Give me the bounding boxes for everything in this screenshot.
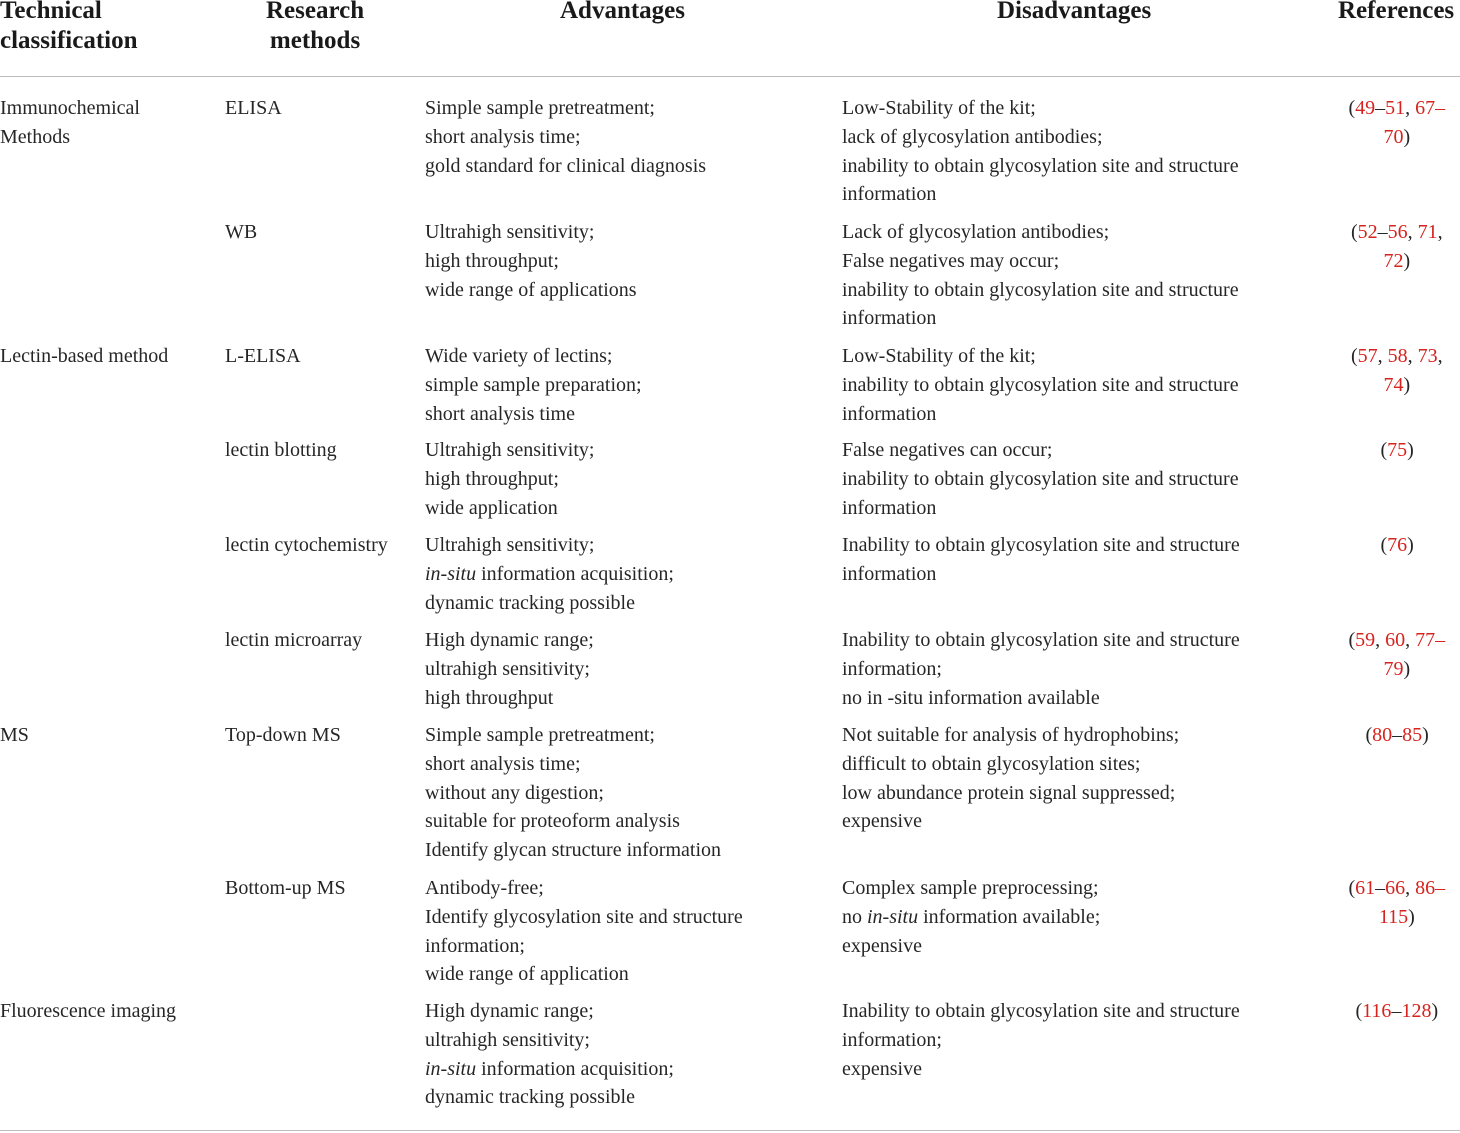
- research-method-cell: [225, 342, 301, 371]
- reference-punctuation: ,: [1405, 877, 1416, 899]
- advantages-line: information;: [425, 934, 525, 957]
- disadvantages-cell: [842, 94, 1239, 209]
- reference-link[interactable]: 61: [1355, 877, 1376, 899]
- method-line: lectin microarray: [225, 629, 363, 651]
- reference-punctuation: (: [1355, 1000, 1363, 1022]
- header-research-methods: [266, 0, 364, 56]
- advantages-cell: [425, 874, 743, 989]
- reference-line: [1381, 531, 1414, 560]
- disadvantages-cell: [842, 874, 1100, 960]
- technical-classification-cell: [0, 997, 176, 1026]
- advantages-cell: [425, 721, 721, 865]
- reference-punctuation: ,: [1375, 629, 1386, 651]
- reference-punctuation: (: [1380, 534, 1388, 556]
- advantages-line: Identify glycan structure information: [425, 839, 722, 862]
- disadvantages-cell: [842, 997, 1240, 1083]
- research-method-cell: [225, 94, 282, 123]
- disadvantages-line: inability to obtain glycosylation site and structure: [842, 373, 1239, 396]
- bottom-rule: [0, 1130, 1460, 1131]
- advantages-line: Antibody-free;: [425, 877, 544, 899]
- reference-line: [1349, 94, 1446, 123]
- reference-punctuation: ,: [1407, 345, 1418, 367]
- header-disadvantages: Disadvantages: [997, 0, 1152, 24]
- references-cell: [1349, 626, 1446, 684]
- advantages-line: ultrahigh sensitivity;: [425, 657, 590, 680]
- reference-line: [1349, 626, 1446, 655]
- reference-link[interactable]: 80: [1372, 724, 1393, 746]
- reference-punctuation: (: [1348, 629, 1356, 651]
- advantages-line: short analysis time;: [425, 752, 581, 775]
- advantages-line: Simple sample pretreatment;: [425, 97, 655, 119]
- reference-punctuation: ): [1403, 657, 1411, 680]
- reference-punctuation: –: [1377, 221, 1388, 243]
- reference-link[interactable]: 115: [1378, 905, 1409, 928]
- reference-punctuation: (: [1351, 345, 1358, 367]
- reference-link[interactable]: 79: [1383, 657, 1404, 680]
- reference-link[interactable]: 56: [1387, 221, 1408, 243]
- references-cell: [1351, 342, 1443, 400]
- reference-link[interactable]: 76: [1387, 534, 1408, 556]
- reference-line: [1381, 436, 1414, 465]
- reference-link[interactable]: 66: [1385, 877, 1406, 899]
- advantages-cell: [425, 94, 706, 180]
- reference-punctuation: (: [1380, 439, 1388, 461]
- disadvantages-line: difficult to obtain glycosylation sites;: [842, 752, 1141, 775]
- reference-punctuation: ,: [1407, 221, 1418, 243]
- technical-line: Lectin-based method: [0, 345, 169, 367]
- disadvantages-line: information: [842, 402, 937, 425]
- reference-link[interactable]: 73: [1417, 345, 1438, 367]
- advantages-line: wide range of applications: [425, 278, 637, 301]
- reference-link[interactable]: 128: [1401, 1000, 1432, 1022]
- advantages-line: in-situ information acquisition;: [425, 562, 674, 585]
- advantages-line: High dynamic range;: [425, 629, 594, 651]
- disadvantages-line: lack of glycosylation antibodies;: [842, 125, 1103, 148]
- reference-punctuation: ,: [1437, 345, 1443, 367]
- reference-line: [1351, 371, 1443, 400]
- reference-link[interactable]: 72: [1383, 249, 1404, 272]
- header-rule: [0, 76, 1460, 77]
- advantages-line: wide application: [425, 496, 558, 519]
- advantages-cell: [425, 626, 594, 712]
- reference-link[interactable]: 51: [1385, 97, 1406, 119]
- research-method-cell: [225, 218, 257, 247]
- references-cell: [1356, 997, 1439, 1026]
- advantages-line: dynamic tracking possible: [425, 1086, 635, 1109]
- advantages-line: dynamic tracking possible: [425, 591, 635, 614]
- disadvantages-line: Low-Stability of the kit;: [842, 345, 1036, 367]
- method-line: WB: [225, 221, 258, 243]
- reference-link[interactable]: –: [1435, 877, 1446, 899]
- reference-link[interactable]: 116: [1362, 1000, 1392, 1022]
- references-cell: [1351, 218, 1443, 276]
- disadvantages-cell: [842, 626, 1240, 712]
- advantages-line: simple sample preparation;: [425, 373, 642, 396]
- advantages-line: wide range of application: [425, 963, 629, 986]
- method-line: ELISA: [225, 97, 282, 119]
- reference-link[interactable]: 77: [1415, 629, 1436, 651]
- advantages-line: high throughput: [425, 686, 554, 709]
- disadvantages-line: expensive: [842, 1057, 922, 1080]
- reference-link[interactable]: 49: [1355, 97, 1376, 119]
- reference-link[interactable]: 60: [1385, 629, 1406, 651]
- disadvantages-line: Lack of glycosylation antibodies;: [842, 221, 1110, 243]
- disadvantages-line: no in -situ information available: [842, 686, 1100, 709]
- reference-link[interactable]: 52: [1357, 221, 1378, 243]
- header-references: References: [1338, 0, 1455, 24]
- advantages-line: high throughput;: [425, 467, 559, 490]
- technical-classification-cell: [0, 721, 29, 750]
- reference-link[interactable]: –: [1435, 97, 1446, 119]
- disadvantages-line: inability to obtain glycosylation site and structure: [842, 278, 1239, 301]
- advantages-cell: [425, 997, 674, 1112]
- method-line: lectin cytochemistry: [225, 534, 388, 556]
- advantages-line: short analysis time;: [425, 125, 581, 148]
- italic-term: in-situ: [867, 905, 919, 928]
- reference-line: [1351, 218, 1443, 247]
- disadvantages-line: Inability to obtain glycosylation site and structure: [842, 1000, 1240, 1022]
- disadvantages-line: inability to obtain glycosylation site and structure: [842, 467, 1239, 490]
- method-line: Top-down MS: [225, 724, 341, 746]
- disadvantages-line: information: [842, 307, 937, 330]
- reference-line: [1351, 342, 1443, 371]
- reference-link[interactable]: 67: [1415, 97, 1436, 119]
- disadvantages-line: Inability to obtain glycosylation site and structure: [842, 534, 1240, 556]
- reference-link[interactable]: 75: [1387, 439, 1408, 461]
- advantages-line: Identify glycosylation site and structure: [425, 905, 743, 928]
- reference-punctuation: ): [1403, 125, 1411, 148]
- reference-punctuation: –: [1375, 877, 1386, 899]
- disadvantages-line: Complex sample preprocessing;: [842, 877, 1099, 899]
- reference-link[interactable]: 57: [1357, 345, 1378, 367]
- reference-link[interactable]: 71: [1417, 221, 1438, 243]
- disadvantages-line: information: [842, 183, 937, 206]
- header-research-line-2: methods: [269, 27, 361, 54]
- reference-punctuation: ): [1431, 1000, 1439, 1022]
- advantages-line: suitable for proteoform analysis: [425, 810, 680, 833]
- references-cell: [1349, 874, 1446, 932]
- header-technical-classification: [0, 0, 138, 56]
- advantages-line: gold standard for clinical diagnosis: [425, 154, 707, 177]
- disadvantages-line: information;: [842, 1028, 942, 1051]
- disadvantages-cell: [842, 721, 1179, 836]
- technical-line: MS: [0, 724, 29, 746]
- disadvantages-cell: [842, 531, 1240, 589]
- disadvantages-line: expensive: [842, 934, 922, 957]
- advantages-cell: [425, 531, 674, 617]
- reference-line: [1349, 123, 1446, 152]
- disadvantages-line: information;: [842, 657, 942, 680]
- advantages-line: without any digestion;: [425, 781, 604, 804]
- references-cell: [1349, 94, 1446, 152]
- reference-punctuation: ,: [1405, 97, 1416, 119]
- reference-line: [1349, 903, 1446, 932]
- references-cell: [1381, 531, 1414, 560]
- advantages-line: Simple sample pretreatment;: [425, 724, 655, 746]
- reference-punctuation: ): [1403, 249, 1411, 272]
- reference-punctuation: ): [1408, 905, 1415, 928]
- italic-term: in-situ: [425, 1057, 477, 1080]
- disadvantages-line: low abundance protein signal suppressed;: [842, 781, 1176, 804]
- disadvantages-cell: [842, 218, 1239, 333]
- method-line: L-ELISA: [225, 345, 301, 367]
- advantages-line: Ultrahigh sensitivity;: [425, 534, 595, 556]
- reference-link[interactable]: 70: [1383, 125, 1404, 148]
- technical-line: Methods: [0, 125, 70, 148]
- reference-punctuation: ,: [1437, 221, 1443, 243]
- method-line: Bottom-up MS: [225, 877, 346, 899]
- disadvantages-line: False negatives can occur;: [842, 439, 1053, 461]
- reference-line: [1349, 655, 1446, 684]
- advantages-line: High dynamic range;: [425, 1000, 594, 1022]
- advantages-line: in-situ information acquisition;: [425, 1057, 674, 1080]
- advantages-line: short analysis time: [425, 402, 575, 425]
- disadvantages-line: False negatives may occur;: [842, 249, 1060, 272]
- reference-line: [1366, 721, 1429, 750]
- research-method-cell: [225, 626, 362, 655]
- technical-line: Immunochemical: [0, 97, 140, 119]
- reference-punctuation: ): [1422, 724, 1429, 746]
- disadvantages-cell: [842, 436, 1239, 522]
- reference-punctuation: (: [1365, 724, 1373, 746]
- research-method-cell: [225, 436, 337, 465]
- reference-link[interactable]: 59: [1355, 629, 1376, 651]
- reference-punctuation: –: [1392, 724, 1403, 746]
- italic-term: in-situ: [425, 562, 477, 585]
- reference-punctuation: ,: [1377, 345, 1388, 367]
- research-method-cell: [225, 721, 341, 750]
- disadvantages-line: information: [842, 562, 937, 585]
- advantages-cell: [425, 218, 637, 304]
- technical-line: Fluorescence imaging: [0, 1000, 177, 1022]
- header-technical-line-1: Technical: [0, 0, 102, 24]
- disadvantages-line: no in-situ information available;: [842, 905, 1101, 928]
- reference-line: [1349, 874, 1446, 903]
- advantages-line: ultrahigh sensitivity;: [425, 1028, 590, 1051]
- research-method-cell: [225, 531, 388, 560]
- disadvantages-cell: [842, 342, 1239, 428]
- reference-punctuation: –: [1391, 1000, 1402, 1022]
- advantages-line: high throughput;: [425, 249, 559, 272]
- reference-punctuation: ): [1407, 534, 1414, 556]
- header-technical-line-2: classification: [0, 27, 138, 54]
- reference-line: [1351, 247, 1443, 276]
- reference-punctuation: (: [1348, 877, 1356, 899]
- reference-punctuation: ): [1407, 439, 1414, 461]
- header-research-line-1: Research: [266, 0, 365, 24]
- reference-link[interactable]: 85: [1402, 724, 1423, 746]
- header-advantages: Advantages: [560, 0, 686, 24]
- reference-link[interactable]: 86: [1415, 877, 1436, 899]
- disadvantages-line: information: [842, 496, 937, 519]
- reference-link[interactable]: 58: [1387, 345, 1408, 367]
- reference-punctuation: ,: [1405, 629, 1416, 651]
- references-cell: [1366, 721, 1429, 750]
- research-method-cell: [225, 874, 346, 903]
- disadvantages-line: Not suitable for analysis of hydrophobins;: [842, 724, 1180, 746]
- disadvantages-line: Inability to obtain glycosylation site and structure: [842, 629, 1240, 651]
- reference-link[interactable]: 74: [1383, 373, 1404, 396]
- disadvantages-line: inability to obtain glycosylation site and structure: [842, 154, 1239, 177]
- disadvantages-line: expensive: [842, 810, 922, 833]
- advantages-line: Wide variety of lectins;: [425, 345, 613, 367]
- advantages-line: Ultrahigh sensitivity;: [425, 221, 595, 243]
- technical-classification-cell: [0, 94, 140, 152]
- advantages-cell: [425, 436, 594, 522]
- reference-link[interactable]: –: [1435, 629, 1446, 651]
- method-line: lectin blotting: [225, 439, 337, 461]
- reference-punctuation: ): [1403, 373, 1411, 396]
- reference-punctuation: –: [1375, 97, 1386, 119]
- advantages-line: Ultrahigh sensitivity;: [425, 439, 595, 461]
- references-cell: [1381, 436, 1414, 465]
- advantages-cell: [425, 342, 642, 428]
- reference-punctuation: (: [1348, 97, 1356, 119]
- disadvantages-line: Low-Stability of the kit;: [842, 97, 1036, 119]
- technical-classification-cell: [0, 342, 168, 371]
- reference-line: [1356, 997, 1439, 1026]
- reference-punctuation: (: [1351, 221, 1358, 243]
